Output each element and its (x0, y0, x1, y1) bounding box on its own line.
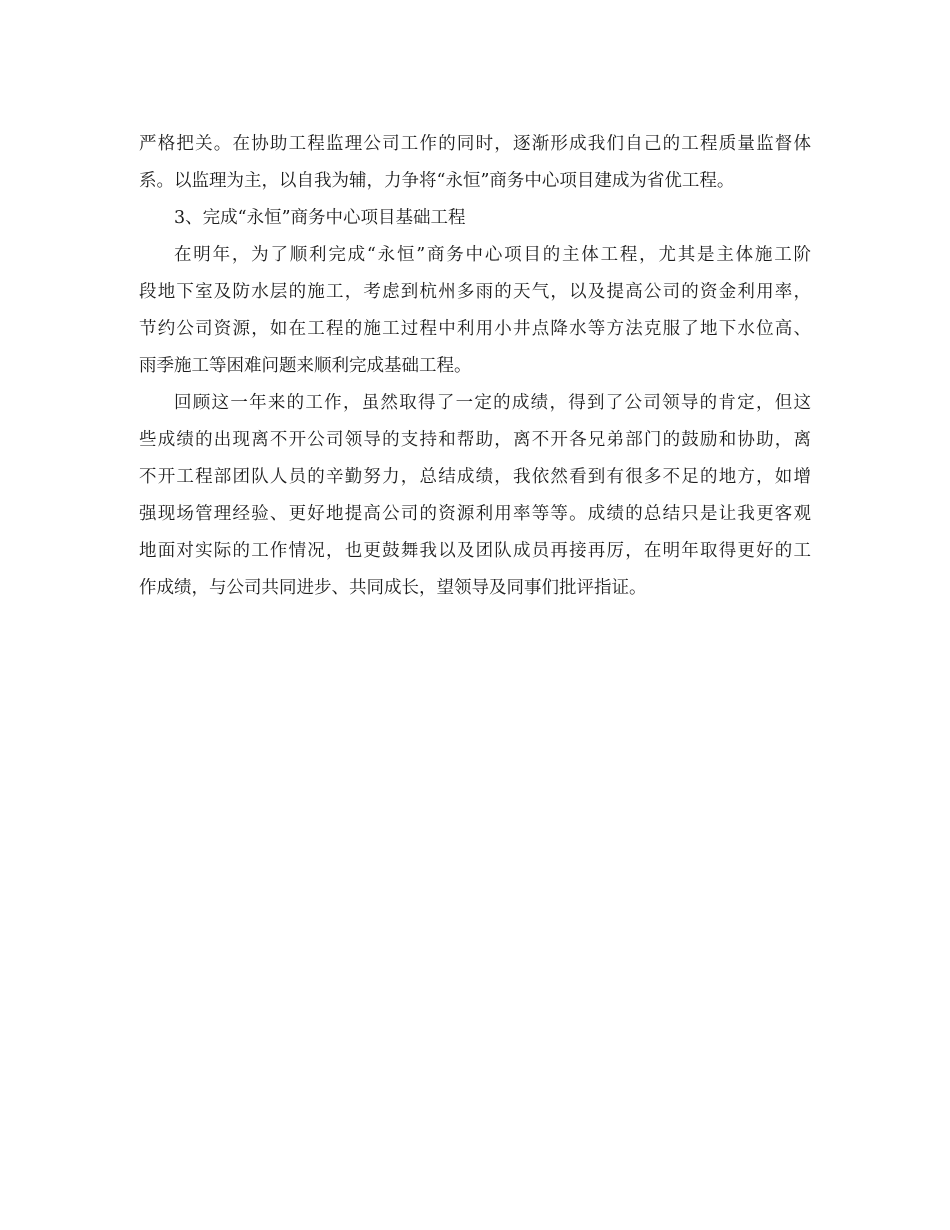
text-line: 雨季施工等困难问题来顺利完成基础工程。 (139, 356, 472, 376)
text-line: 作成绩，与公司共同进步、共同成长，望领导及同事们批评指证。 (139, 578, 647, 598)
text-line: 节约公司资源，如在工程的施工过程中利用小井点降水等方法克服了地下水位高、 (139, 319, 811, 339)
text-line: 不开工程部团队人员的辛勤努力，总结成绩，我依然看到有很多不足的地方，如增 (139, 467, 811, 487)
document-body (139, 126, 811, 607)
text-line: 回顾这一年来的工作，虽然取得了一定的成绩，得到了公司领导的肯定，但这 (174, 393, 811, 413)
text-line: 些成绩的出现离不开公司领导的支持和帮助，离不开各兄弟部门的鼓励和协助，离 (139, 430, 811, 450)
text-line: 地面对实际的工作情况，也更鼓舞我以及团队成员再接再厉，在明年取得更好的工 (139, 541, 811, 561)
paragraph-1 (139, 126, 811, 200)
paragraph-3 (139, 385, 811, 607)
text-line: 系。以监理为主，以自我为辅，力争将“永恒”商务中心项目建成为省优工程。 (139, 171, 735, 191)
heading-text: 3、完成“永恒”商务中心项目基础工程 (174, 208, 466, 228)
text-line: 强现场管理经验、更好地提高公司的资源利用率等等。成绩的总结只是让我更客观 (139, 504, 811, 524)
paragraph-2 (139, 237, 811, 385)
text-line: 段地下室及防水层的施工，考虑到杭州多雨的天气，以及提高公司的资金利用率， (139, 282, 811, 302)
text-line: 严格把关。在协助工程监理公司工作的同时，逐渐形成我们自己的工程质量监督体 (139, 134, 811, 154)
text-line: 在明年，为了顺利完成“永恒”商务中心项目的主体工程，尤其是主体施工阶 (174, 245, 811, 265)
section-heading-3 (139, 200, 811, 237)
